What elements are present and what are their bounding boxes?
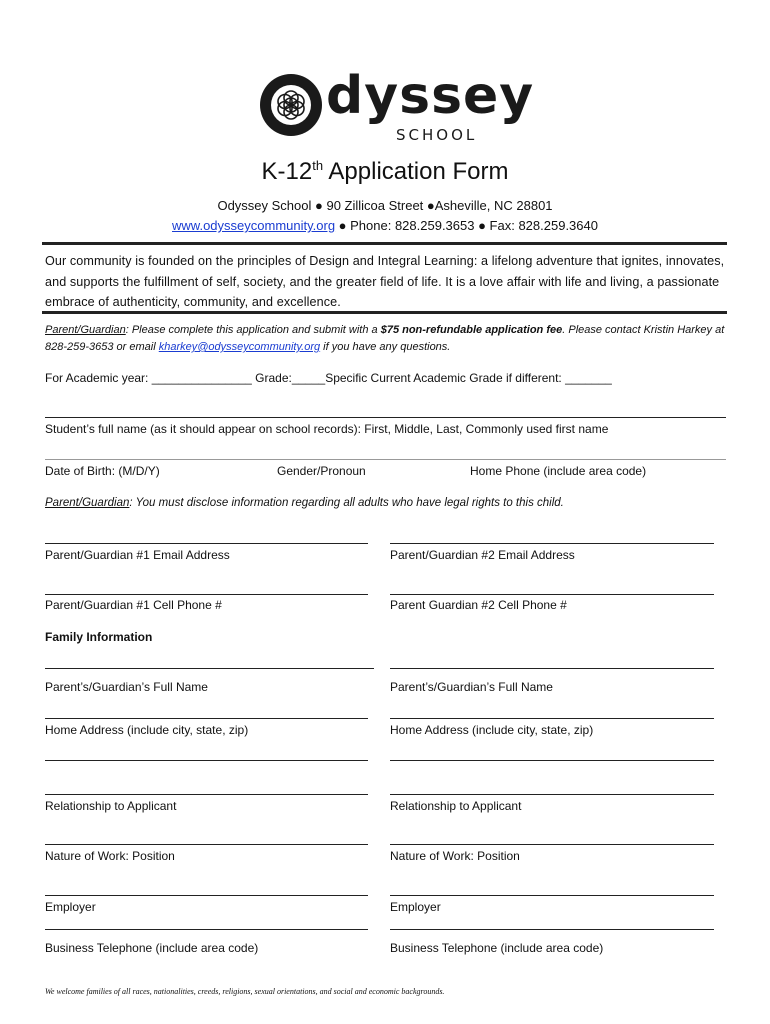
instructions-text-c: if you have any questions. <box>320 341 451 353</box>
home-address-label-1: Home Address (include city, state, zip) <box>45 723 249 737</box>
student-name-line[interactable] <box>45 417 726 418</box>
gender-label: Gender/Pronoun <box>277 464 366 478</box>
work-label-2: Nature of Work: Position <box>390 849 520 863</box>
application-fee: $75 non-refundable application fee <box>380 324 563 336</box>
disclosure-role: Parent/Guardian <box>45 497 130 509</box>
instructions-text-b: . Please contact Kristin Harkey at 828-259-3653 or email <box>45 324 725 353</box>
home-address-line-1[interactable] <box>45 718 368 719</box>
relationship-label-1: Relationship to Applicant <box>45 799 177 813</box>
dob-label: Date of Birth: (M/D/Y) <box>45 464 160 478</box>
pg2-email-line[interactable] <box>390 543 714 544</box>
pg2-cell-label: Parent Guardian #2 Cell Phone # <box>390 598 567 612</box>
academic-year-field[interactable]: For Academic year: _______________ Grade:_____Specific Current Academic Grade if different: _______ <box>45 371 612 385</box>
pg2-cell-line[interactable] <box>390 594 714 595</box>
student-name-label: Student’s full name (as it should appear on school records): First, Middle, Last, Commonly used first name <box>45 422 609 436</box>
contact-line <box>0 218 770 233</box>
footer-note: We welcome families of all races, nationalities, creeds, religions, sexual orientations, and social and economic backgrounds. <box>45 987 445 996</box>
business-phone-label-1: Business Telephone (include area code) <box>45 941 259 955</box>
pg1-cell-label: Parent/Guardian #1 Cell Phone # <box>45 598 222 612</box>
home-address-label-2: Home Address (include city, state, zip) <box>390 723 594 737</box>
employer-line-2[interactable] <box>390 895 714 896</box>
website-link[interactable]: www.odysseycommunity.org <box>172 218 336 233</box>
full-name-line-1[interactable] <box>45 668 374 669</box>
relationship-line-2[interactable] <box>390 794 714 795</box>
employer-line-1[interactable] <box>45 895 368 896</box>
family-info-heading: Family Information <box>45 630 153 644</box>
dob-line[interactable] <box>45 459 726 460</box>
employer-label-2: Employer <box>390 900 441 914</box>
full-name-label-1: Parent’s/Guardian’s Full Name <box>45 680 208 694</box>
flower-of-life-icon <box>258 72 324 138</box>
pg1-cell-line[interactable] <box>45 594 368 595</box>
disclosure-text: : You must disclose information regarding all adults who have legal rights to this child. <box>129 497 564 509</box>
contact-email-link[interactable]: kharkey@odysseycommunity.org <box>158 341 321 353</box>
business-phone-line-2[interactable] <box>390 929 714 930</box>
title-superscript: th <box>312 158 324 173</box>
work-label-1: Nature of Work: Position <box>45 849 175 863</box>
relationship-label-2: Relationship to Applicant <box>390 799 522 813</box>
business-phone-label-2: Business Telephone (include area code) <box>390 941 604 955</box>
school-logo <box>258 66 535 144</box>
contact-numbers: ● Phone: 828.259.3653 ● Fax: 828.259.3640 <box>335 218 598 233</box>
employer-label-1: Employer <box>45 900 96 914</box>
instructions <box>45 322 735 356</box>
home-phone-label: Home Phone (include area code) <box>470 464 647 478</box>
home-address-line-2[interactable] <box>390 718 714 719</box>
home-address-extra-line-1[interactable] <box>45 760 368 761</box>
page-title <box>0 158 770 186</box>
logo-subtitle: SCHOOL <box>396 126 478 144</box>
business-phone-line-1[interactable] <box>45 929 368 930</box>
full-name-label-2: Parent’s/Guardian’s Full Name <box>390 680 553 694</box>
work-line-1[interactable] <box>45 844 368 845</box>
home-address-extra-line-2[interactable] <box>390 760 714 761</box>
top-divider <box>42 242 727 245</box>
pg1-email-label: Parent/Guardian #1 Email Address <box>45 548 230 562</box>
full-name-line-2[interactable] <box>390 668 714 669</box>
pg1-email-line[interactable] <box>45 543 368 544</box>
title-rest: Application Form <box>323 158 509 185</box>
work-line-2[interactable] <box>390 844 714 845</box>
logo-wordmark: dyssey <box>326 66 535 126</box>
instructions-text-a: : Please complete this application and submit with a <box>125 324 381 336</box>
pg2-email-label: Parent/Guardian #2 Email Address <box>390 548 575 562</box>
instructions-role: Parent/Guardian <box>45 324 126 336</box>
bottom-divider <box>42 311 727 314</box>
school-address: Odyssey School ● 90 Zillicoa Street ●Asheville, NC 28801 <box>217 198 553 213</box>
relationship-line-1[interactable] <box>45 794 368 795</box>
mission-statement: Our community is founded on the principles of Design and Integral Learning: a lifelong adventure that ignites, innovates, and supports the fulfillment of self, society, and the greater field of life. It is a love affair with life and living, a passionate embrace of authenticity, community, and excellence. <box>45 254 725 309</box>
title-main: K-12 <box>261 158 313 185</box>
disclosure-note <box>45 497 564 509</box>
